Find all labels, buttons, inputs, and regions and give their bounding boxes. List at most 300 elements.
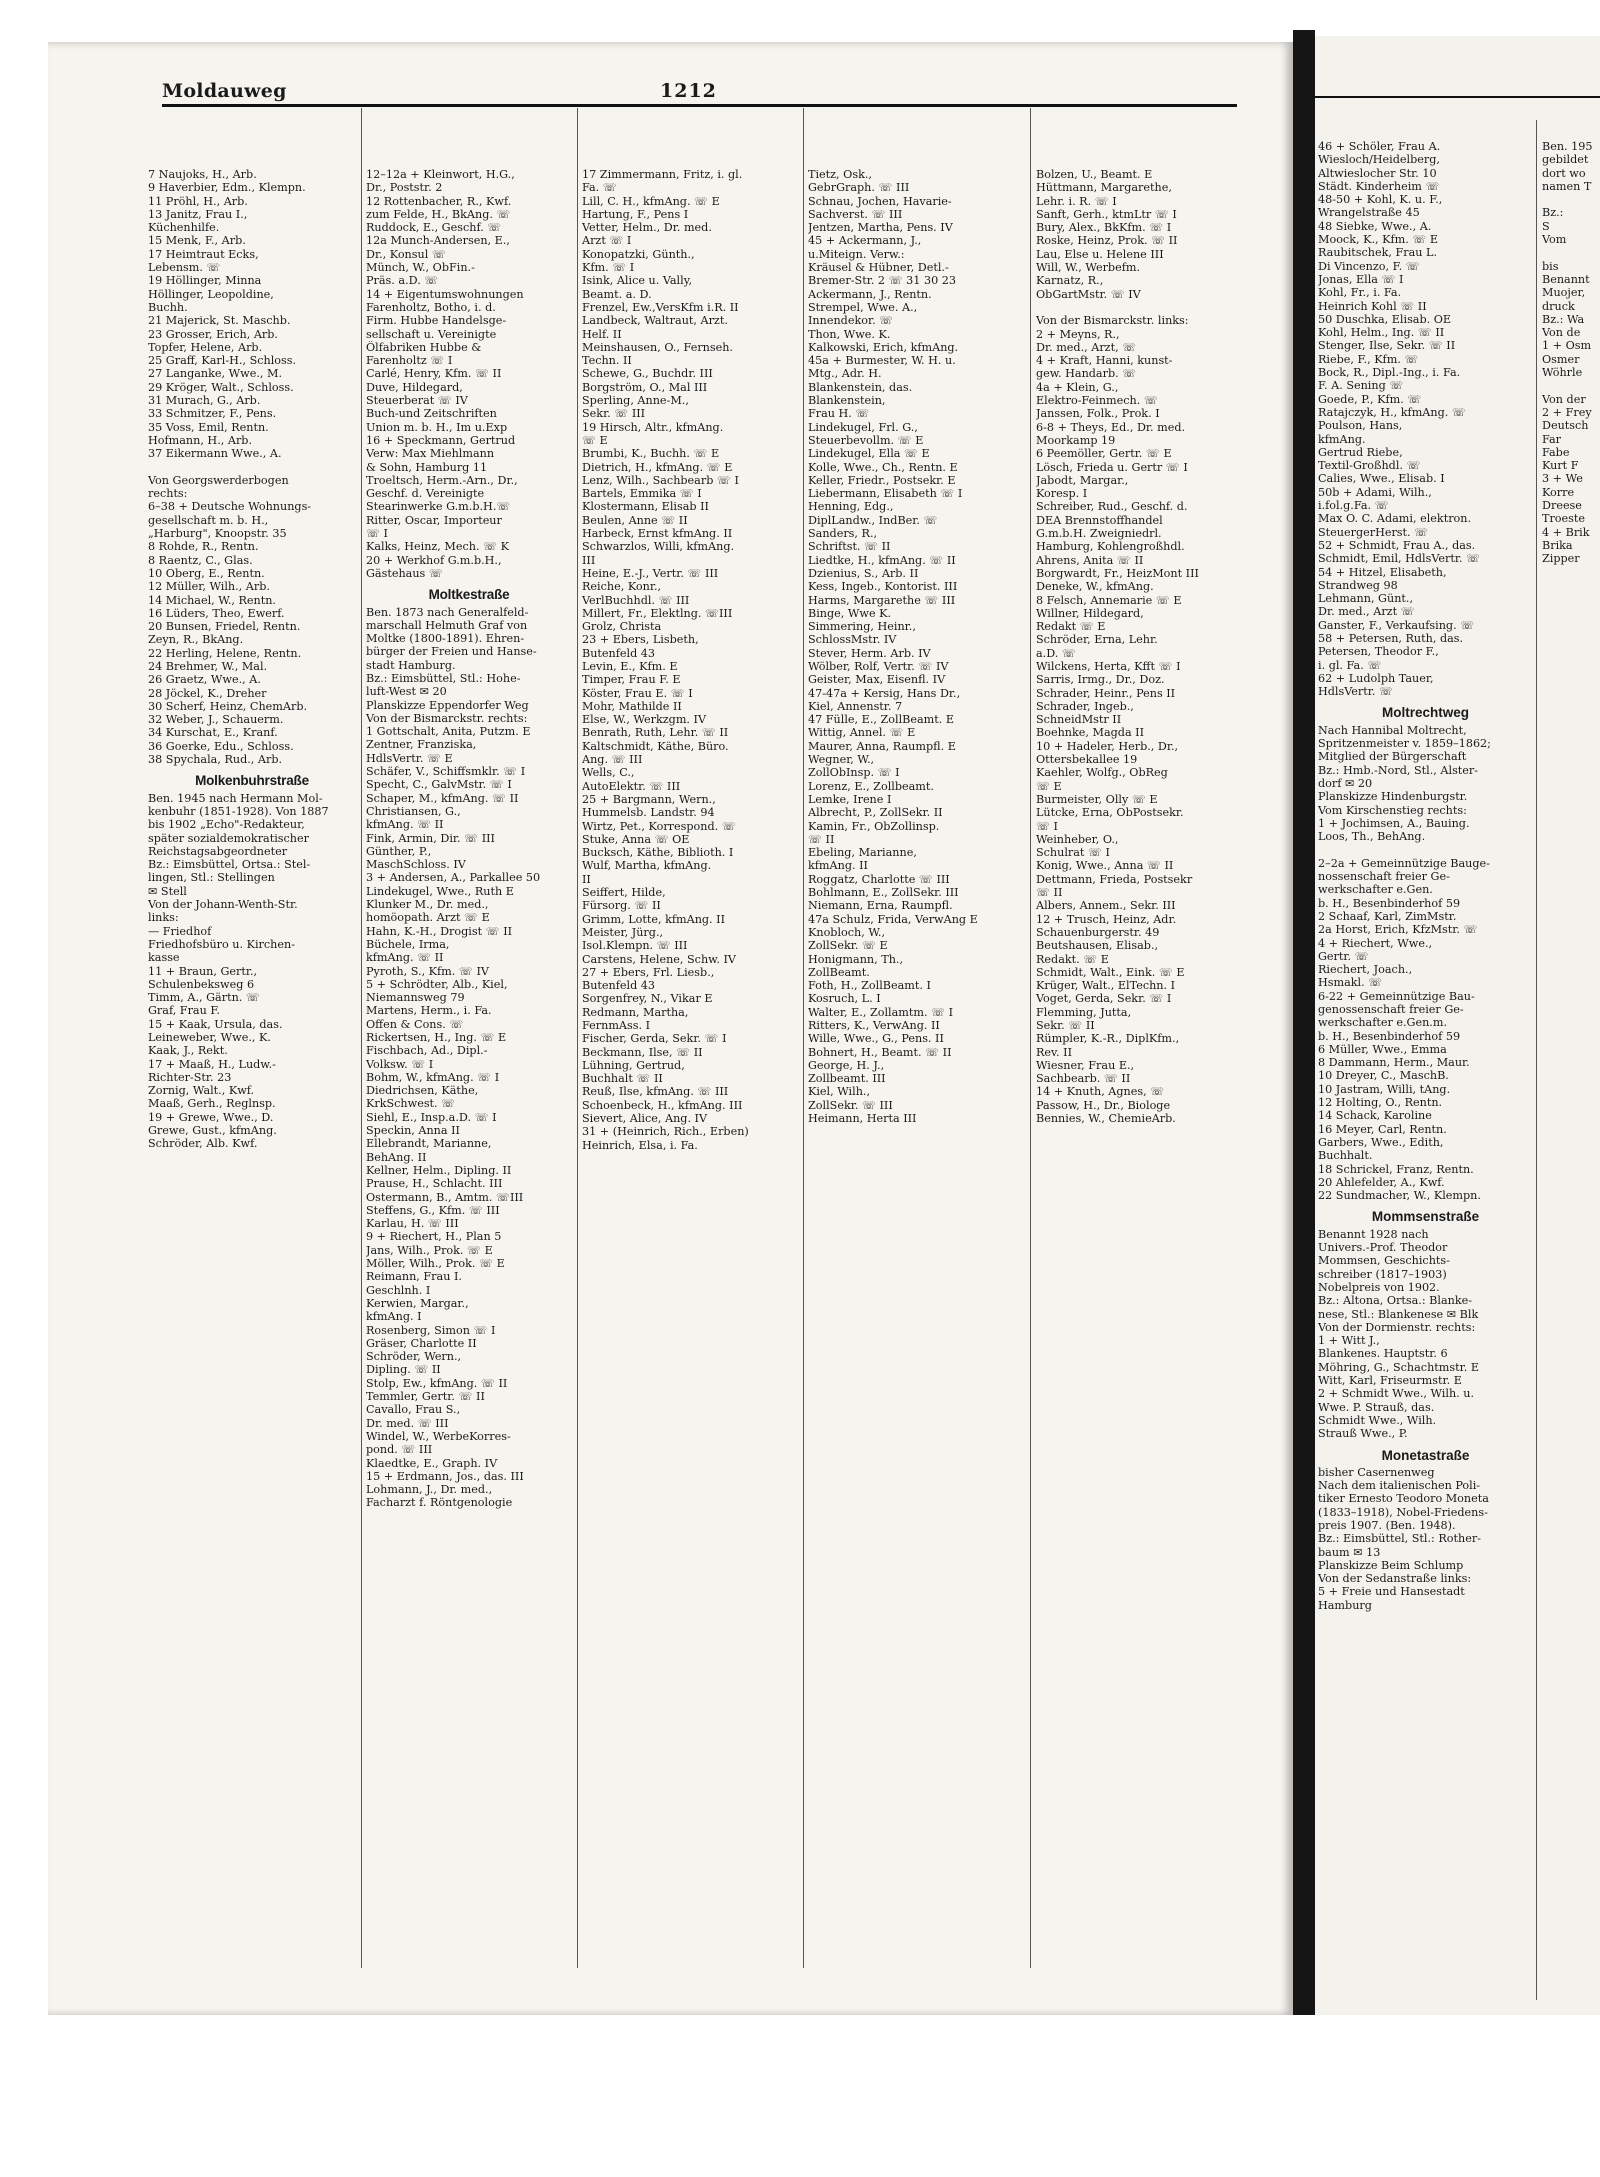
edge-fragment: Muojer, bbox=[1542, 286, 1586, 300]
directory-entry: Städt. Kinderheim ☏ bbox=[1318, 179, 1440, 193]
directory-entry: Duve, Hildegard, bbox=[366, 380, 463, 394]
directory-entry: 32 Weber, J., Schauerm. bbox=[148, 713, 284, 727]
directory-entry: 47 Fülle, E., ZollBeamt. E bbox=[808, 713, 955, 727]
section-note-line: Reichstagsabgeordneter bbox=[148, 844, 288, 858]
section-note-line: Geschlnh. I bbox=[366, 1283, 431, 1297]
section-note-line: Timm, A., Gärtn. ☏ bbox=[148, 991, 260, 1005]
section-note-line: 1 Gottschalt, Anita, Putzm. E bbox=[366, 725, 531, 739]
directory-entry: Passow, H., Dr., Biologe bbox=[1036, 1098, 1171, 1112]
directory-entry: ObGartMstr. ☏ IV bbox=[1036, 287, 1141, 301]
section-note-line: Dr. med. ☏ III bbox=[366, 1416, 449, 1430]
section-note-line: Kellner, Helm., Dipling. II bbox=[366, 1163, 512, 1177]
directory-entry: Janssen, Folk., Prok. I bbox=[1036, 407, 1160, 421]
directory-entry: Techn. II bbox=[582, 354, 632, 368]
directory-entry: Bucksch, Käthe, Biblioth. I bbox=[582, 846, 734, 860]
directory-entry: 25 + Bargmann, Wern., bbox=[582, 792, 716, 806]
directory-entry: Firm. Hubbe Handelsge- bbox=[366, 314, 507, 328]
section-note-line: 9 + Riechert, H., Plan 5 bbox=[366, 1230, 502, 1244]
directory-entry: Helf. II bbox=[582, 327, 622, 341]
directory-entry: ☏ II bbox=[808, 832, 835, 846]
section-note-line: später sozialdemokratischer bbox=[148, 831, 309, 845]
directory-entry: 50 Duschka, Elisab. OE bbox=[1318, 312, 1452, 326]
directory-entry: Schauenburgerstr. 49 bbox=[1036, 925, 1160, 939]
directory-entry: Arzt ☏ I bbox=[582, 234, 632, 248]
directory-entry: Petersen, Theodor F., bbox=[1318, 645, 1439, 659]
directory-entry: 36 Goerke, Edu., Schloss. bbox=[148, 739, 294, 753]
section-note-line: 6-22 + Gemeinnützige Bau- bbox=[1318, 989, 1475, 1003]
directory-entry: Bennies, W., ChemieArb. bbox=[1036, 1112, 1176, 1126]
directory-entry: 14 + Eigentumswohnungen bbox=[366, 287, 524, 301]
directory-entry: Liedtke, H., kfmAng. ☏ II bbox=[808, 553, 956, 567]
directory-entry: a.D. ☏ bbox=[1036, 646, 1076, 660]
section-note-line: Riechert, Joach., bbox=[1318, 963, 1413, 977]
directory-entry: Benrath, Ruth, Lehr. ☏ II bbox=[582, 726, 729, 740]
directory-entry: Wilckens, Herta, Kfft ☏ I bbox=[1036, 659, 1181, 673]
directory-entry: 11 Pröhl, H., Arb. bbox=[148, 194, 248, 208]
directory-entry: Lebensm. ☏ bbox=[148, 261, 221, 275]
directory-entry: Ebeling, Marianne, bbox=[808, 846, 917, 860]
section-note-line: nese, Stl.: Blankenese ✉ Blk bbox=[1318, 1307, 1479, 1321]
directory-entry: 16 Lüders, Theo, Ewerf. bbox=[148, 606, 285, 620]
directory-entry: Lehr. i. R. ☏ I bbox=[1036, 194, 1117, 208]
section-note-line: genossenschaft freier Ge- bbox=[1318, 1003, 1464, 1016]
section-note-line: 12 Holting, O., Rentn. bbox=[1318, 1096, 1443, 1110]
section-note-line: Speckin, Anna II bbox=[366, 1124, 460, 1138]
directory-entry: Beamt. a. D. bbox=[582, 287, 652, 301]
directory-entry: Münch, W., ObFin.- bbox=[366, 261, 475, 275]
section-note-line: Garbers, Wwe., Edith, bbox=[1318, 1135, 1444, 1149]
section-note-line: Moltke (1800-1891). Ehren- bbox=[366, 632, 525, 646]
directory-entry: 33 Schmitzer, F., Pens. bbox=[148, 407, 277, 421]
directory-entry: Kamin, Fr., ObZollinsp. bbox=[808, 819, 940, 833]
directory-entry: Max O. C. Adami, elektron. bbox=[1318, 512, 1472, 526]
directory-entry: Carlé, Henry, Kfm. ☏ II bbox=[366, 367, 502, 381]
directory-entry: Innendekor. ☏ bbox=[808, 314, 894, 328]
section-note-line: kfmAng. ☏ II bbox=[366, 818, 444, 832]
edge-fragment: druck bbox=[1542, 299, 1575, 313]
section-note-line: Pyroth, S., Kfm. ☏ IV bbox=[366, 964, 489, 978]
directory-entry: DEA Brennstoffhandel bbox=[1036, 513, 1163, 527]
directory-entry: Wulf, Martha, kfmAng. bbox=[582, 859, 712, 873]
edge-fragment: Ben. 195 bbox=[1542, 140, 1593, 153]
edge-fragment: S bbox=[1542, 219, 1550, 233]
section-note-line: werkschafter e.Gen. bbox=[1318, 883, 1433, 897]
directory-entry: Henning, Edg., bbox=[808, 500, 894, 514]
section-note-line: Prause, H., Schlacht. III bbox=[366, 1177, 503, 1191]
section-note-line: Günther, P., bbox=[366, 844, 432, 858]
directory-entry: Schreiber, Rud., Geschf. d. bbox=[1036, 500, 1188, 514]
directory-entry: Kaltschmidt, Käthe, Büro. bbox=[582, 739, 729, 753]
section-note-line: b. H., Besenbinderhof 59 bbox=[1318, 1029, 1461, 1043]
directory-entry: ZollBeamt. bbox=[808, 965, 870, 979]
directory-entry: Von der Bismarckstr. links: bbox=[1036, 314, 1189, 328]
directory-entry: Levin, E., Kfm. E bbox=[582, 659, 678, 673]
section-note-line: 8 Dammann, Herm., Maur. bbox=[1318, 1056, 1470, 1070]
directory-entry: Sperling, Anne-M., bbox=[582, 394, 689, 408]
running-header-street: Moldauweg bbox=[162, 80, 287, 102]
section-note-line: Temmler, Gertr. ☏ II bbox=[366, 1390, 485, 1404]
directory-entry: Meister, Jürg., bbox=[582, 925, 664, 939]
section-note-line: Zentner, Franziska, bbox=[366, 738, 477, 752]
section-note-line: 1 + Jochimsen, A., Bauing. bbox=[1318, 816, 1470, 830]
column-2 bbox=[366, 168, 572, 1510]
directory-entry: Kosruch, L. I bbox=[808, 992, 881, 1006]
directory-entry: Blankenstein, bbox=[808, 394, 886, 408]
directory-entry: Burmeister, Olly ☏ E bbox=[1036, 792, 1158, 806]
column-4 bbox=[808, 168, 1024, 1125]
edge-fragment: Brika bbox=[1542, 538, 1573, 552]
directory-entry: & Sohn, Hamburg 11 bbox=[366, 460, 488, 474]
directory-entry: Ganster, F., Verkaufsing. ☏ bbox=[1318, 618, 1475, 632]
section-note-line: preis 1907. (Ben. 1948). bbox=[1318, 1518, 1456, 1532]
directory-entry: Troeltsch, Herm.-Arn., Dr., bbox=[366, 473, 518, 487]
section-note-line: 14 Schack, Karoline bbox=[1318, 1109, 1432, 1123]
directory-entry: Raubitschek, Frau L. bbox=[1318, 246, 1438, 260]
section-note-line: Niemannsweg 79 bbox=[366, 991, 465, 1005]
directory-entry: 26 Graetz, Wwe., A. bbox=[148, 673, 261, 687]
section-note-line: 6 Müller, Wwe., Emma bbox=[1318, 1042, 1447, 1056]
directory-entry: Thon, Wwe. K. bbox=[808, 327, 891, 341]
section-note-line: Schulenbeksweg 6 bbox=[148, 977, 255, 991]
section-note-line: kenbuhr (1851-1928). Von 1887 bbox=[148, 804, 329, 818]
directory-entry: Moock, K., Kfm. ☏ E bbox=[1318, 233, 1439, 247]
directory-entry: 16 + Speckmann, Gertrud bbox=[366, 433, 516, 447]
section-note-line: 2a Horst, Erich, KfzMstr. ☏ bbox=[1318, 923, 1478, 937]
directory-entry: Harbeck, Ernst kfmAng. II bbox=[582, 527, 733, 541]
directory-entry: Vetter, Helm., Dr. med. bbox=[582, 221, 712, 235]
section-note-line: Schmidt Wwe., Wilh. bbox=[1318, 1413, 1437, 1427]
directory-entry: Lau, Else u. Helene III bbox=[1036, 247, 1164, 261]
directory-entry: 6-8 + Theys, Ed., Dr. med. bbox=[1036, 420, 1186, 434]
edge-fragment: Bz.: Wa bbox=[1542, 312, 1585, 326]
directory-entry: Rev. II bbox=[1036, 1045, 1072, 1059]
edge-fragment: 2 + Frey bbox=[1542, 405, 1592, 419]
directory-entry: 45 + Ackermann, J., bbox=[808, 234, 922, 248]
directory-entry: Kiel, Wilh., bbox=[808, 1085, 871, 1099]
directory-entry: Foth, H., ZollBeamt. I bbox=[808, 979, 931, 993]
book-gutter bbox=[1293, 30, 1315, 2020]
directory-entry: Von Georgswerderbogen bbox=[148, 473, 289, 487]
directory-entry: Schrader, Ingeb., bbox=[1036, 699, 1134, 713]
directory-entry: Kiel, Annenstr. 7 bbox=[808, 699, 903, 713]
directory-entry bbox=[148, 461, 356, 474]
directory-entry: 29 Kröger, Walt., Schloss. bbox=[148, 380, 294, 394]
section-note-line: Univers.-Prof. Theodor bbox=[1318, 1241, 1448, 1255]
section-note-line: Kaak, J., Rekt. bbox=[148, 1044, 228, 1058]
section-note-line: Dipling. ☏ II bbox=[366, 1363, 441, 1377]
section-note-line: Möller, Wilh., Prok. ☏ E bbox=[366, 1257, 505, 1271]
directory-entry: Ritter, Oscar, Importeur bbox=[366, 513, 502, 527]
directory-entry: Niemann, Erna, Raumpfl. bbox=[808, 899, 953, 913]
directory-entry: Blankenstein, das. bbox=[808, 380, 913, 394]
directory-entry: 17 Heimtraut Ecks, bbox=[148, 247, 259, 261]
directory-entry: 12a Munch-Andersen, E., bbox=[366, 234, 510, 248]
section-note-line: werkschafter e.Gen.m. bbox=[1318, 1016, 1448, 1030]
directory-entry: Isink, Alice u. Vally, bbox=[582, 274, 693, 288]
section-note-line: 19 + Grewe, Wwe., D. bbox=[148, 1110, 274, 1124]
directory-entry: Redakt. ☏ E bbox=[1036, 952, 1109, 966]
directory-entry: Boehnke, Magda II bbox=[1036, 726, 1145, 740]
directory-entry: Farenholtz, Botho, i. d. bbox=[366, 300, 496, 314]
directory-entry: Albrecht, P., ZollSekr. II bbox=[808, 806, 943, 820]
directory-entry: 21 Majerick, St. Maschb. bbox=[148, 314, 291, 328]
section-note-line: 16 Meyer, Carl, Rentn. bbox=[1318, 1122, 1447, 1136]
directory-entry: Hofmann, H., Arb. bbox=[148, 433, 253, 447]
facing-page-edge-column bbox=[1542, 140, 1600, 566]
directory-entry: Landbeck, Waltraut, Arzt. bbox=[582, 314, 728, 328]
section-note-line: Von der Dormienstr. rechts: bbox=[1318, 1320, 1476, 1334]
directory-entry: Dr. med., Arzt, ☏ bbox=[1036, 340, 1137, 354]
directory-entry: Sekr. ☏ III bbox=[582, 407, 646, 421]
directory-entry: Schnau, Jochen, Havarie- bbox=[808, 194, 952, 208]
edge-fragment: Von de bbox=[1542, 326, 1581, 340]
directory-entry: 27 Langanke, Wwe., M. bbox=[148, 367, 283, 381]
directory-entry: 13 Janitz, Frau I., bbox=[148, 207, 248, 221]
directory-entry: Maurer, Anna, Raumpfl. E bbox=[808, 739, 956, 753]
directory-entry: Grolz, Christa bbox=[582, 620, 662, 634]
section-note-line: baum ✉ 13 bbox=[1318, 1545, 1381, 1559]
directory-entry: Hamburg, Kohlengroßhdl. bbox=[1036, 540, 1185, 554]
section-note-line: Bz.: Altona, Ortsa.: Blanke- bbox=[1318, 1294, 1473, 1308]
directory-entry: II bbox=[582, 872, 591, 886]
directory-entry: Ritters, K., VerwAng. II bbox=[808, 1019, 940, 1032]
directory-entry: 48-50 + Kohl, K. u. F., bbox=[1318, 193, 1443, 207]
directory-entry: Steuerberat ☏ IV bbox=[366, 394, 468, 408]
section-note-line: Lindekugel, Wwe., Ruth E bbox=[366, 884, 514, 898]
directory-entry: Kaehler, Wolfg., ObReg bbox=[1036, 766, 1168, 780]
directory-entry: Farenholtz ☏ I bbox=[366, 354, 453, 368]
directory-entry: Schrader, Heinr., Pens II bbox=[1036, 686, 1176, 700]
directory-entry: Bolzen, U., Beamt. E bbox=[1036, 168, 1153, 181]
section-note-line: Ben. 1945 nach Hermann Mol- bbox=[148, 791, 323, 805]
directory-entry: Kohl, Fr., i. Fa. bbox=[1318, 286, 1402, 300]
directory-entry: gesellschaft m. b. H., bbox=[148, 513, 269, 527]
directory-entry: Konig, Wwe., Anna ☏ II bbox=[1036, 859, 1174, 873]
section-note-line: — Friedhof bbox=[148, 924, 212, 938]
directory-entry: Textil-Großhdl. ☏ bbox=[1318, 459, 1421, 473]
edge-fragment: Kurt F bbox=[1542, 459, 1579, 473]
section-note-line: Klaedtke, E., Graph. IV bbox=[366, 1456, 498, 1470]
directory-entry: Frau H. ☏ bbox=[808, 407, 870, 421]
directory-entry: Union m. b. H., Im u.Exp bbox=[366, 420, 508, 434]
section-note-line: Bz.: Eimsbüttel, Stl.: Rother- bbox=[1318, 1532, 1481, 1546]
section-note-line: Schaper, M., kfmAng. ☏ II bbox=[366, 791, 519, 805]
directory-entry: Rümpler, K.-R., DiplKfm., bbox=[1036, 1032, 1180, 1046]
directory-entry: gew. Handarb. ☏ bbox=[1036, 367, 1137, 381]
directory-entry: Honigmann, Th., bbox=[808, 952, 904, 966]
section-note-line: Blankenes. Hauptstr. 6 bbox=[1318, 1347, 1448, 1361]
directory-entry: u.Miteign. Verw.: bbox=[808, 247, 905, 261]
directory-entry: 4a + Klein, G., bbox=[1036, 380, 1119, 394]
directory-entry: Millert, Fr., Elektlng. ☏III bbox=[582, 606, 733, 620]
section-note-line: Ostermann, B., Amtm. ☏III bbox=[366, 1190, 524, 1204]
directory-entry: Heinrich Kohl ☏ II bbox=[1318, 299, 1427, 313]
directory-entry: Dettmann, Frieda, Postsekr bbox=[1036, 872, 1193, 886]
directory-entry: Bock, R., Dipl.-Ing., i. Fa. bbox=[1318, 366, 1461, 380]
section-note-line: marschall Helmuth Graf von bbox=[366, 618, 528, 632]
section-note-line: Mommsen, Geschichts- bbox=[1318, 1254, 1450, 1268]
directory-entry: kfmAng. II bbox=[808, 859, 868, 873]
directory-entry: Kolle, Wwe., Ch., Rentn. E bbox=[808, 460, 958, 474]
directory-entry: Kohl, Helm., Ing. ☏ II bbox=[1318, 326, 1445, 340]
directory-entry: Kalks, Heinz, Mech. ☏ K bbox=[366, 540, 509, 554]
directory-entry: Wells, C., bbox=[582, 766, 635, 780]
directory-entry: 35 Voss, Emil, Rentn. bbox=[148, 420, 269, 434]
directory-entry: Sanft, Gerh., ktmLtr ☏ I bbox=[1036, 207, 1177, 221]
section-note-line: nossenschaft freier Ge- bbox=[1318, 870, 1450, 884]
directory-entry: 46 + Schöler, Frau A. bbox=[1318, 140, 1441, 153]
directory-entry: Buchhalt ☏ II bbox=[582, 1072, 663, 1086]
section-note-line: Leineweber, Wwe., K. bbox=[148, 1031, 271, 1044]
directory-entry: Sarris, Irmg., Dr., Doz. bbox=[1036, 673, 1165, 687]
directory-entry: Geschf. d. Vereinigte bbox=[366, 487, 485, 501]
directory-entry: 23 + Ebers, Lisbeth, bbox=[582, 633, 699, 647]
directory-entry: Lill, C. H., kfmAng. ☏ E bbox=[582, 194, 720, 208]
directory-entry: 28 Jöckel, K., Dreher bbox=[148, 686, 267, 700]
directory-entry: Moorkamp 19 bbox=[1036, 433, 1116, 447]
directory-entry: Wegner, W., bbox=[808, 753, 875, 767]
directory-entry: 20 + Werkhof G.m.b.H., bbox=[366, 553, 502, 567]
directory-entry: 58 + Petersen, Ruth, das. bbox=[1318, 631, 1464, 645]
directory-entry: 6 Peemöller, Gertr. ☏ E bbox=[1036, 447, 1172, 461]
directory-entry: Borgström, O., Mal III bbox=[582, 380, 708, 394]
directory-entry: Fürsorg. ☏ II bbox=[582, 899, 661, 913]
directory-entry: 48 Siebke, Wwe., A. bbox=[1318, 219, 1432, 233]
edge-fragment: Von der bbox=[1542, 392, 1586, 406]
directory-entry: Kess, Ingeb., Kontorist. III bbox=[808, 580, 958, 594]
section-note-line: kfmAng. I bbox=[366, 1310, 422, 1324]
directory-entry: ZollObInsp. ☏ I bbox=[808, 766, 900, 780]
scan-border-bottom bbox=[0, 2015, 1600, 2177]
section-note-line: 15 + Erdmann, Jos., das. III bbox=[366, 1469, 524, 1483]
directory-entry: Calies, Wwe., Elisab. I bbox=[1318, 472, 1445, 486]
section-note-line: Richter-Str. 23 bbox=[148, 1070, 232, 1084]
section-note-line: Nobelpreis von 1902. bbox=[1318, 1280, 1440, 1294]
directory-entry: Liebermann, Elisabeth ☏ I bbox=[808, 487, 963, 501]
directory-entry: Will, W., Werbefm. bbox=[1036, 261, 1140, 275]
directory-entry: 24 Brehmer, W., Mal. bbox=[148, 659, 268, 673]
section-note-line: Friedhofsbüro u. Kirchen- bbox=[148, 937, 295, 951]
directory-entry: Jabodt, Margar., bbox=[1036, 473, 1129, 487]
directory-entry: Wiesner, Frau E., bbox=[1036, 1058, 1135, 1072]
directory-entry: Brumbi, K., Buchh. ☏ E bbox=[582, 447, 720, 461]
section-note-line: Grewe, Gust., kfmAng. bbox=[148, 1124, 277, 1138]
edge-fragment: gebildet bbox=[1542, 153, 1589, 167]
directory-entry: Dr., Konsul ☏ bbox=[366, 247, 446, 261]
section-note-line: kfmAng. ☏ II bbox=[366, 951, 444, 965]
directory-entry: VerlBuchhdl. ☏ III bbox=[582, 593, 690, 607]
directory-entry: Stearinwerke G.m.b.H.☏ bbox=[366, 500, 511, 514]
directory-entry: 10 + Hadeler, Herb., Dr., bbox=[1036, 739, 1179, 753]
section-note-line: 1 + Witt J., bbox=[1318, 1334, 1380, 1348]
street-section-heading: Monetastraße bbox=[1381, 1447, 1470, 1463]
section-note-line: Loos, Th., BehAng. bbox=[1318, 830, 1426, 844]
section-note-line: Hahn, K.-H., Drogist ☏ II bbox=[366, 924, 513, 938]
directory-entry: ☏ I bbox=[366, 527, 388, 541]
directory-entry: Strandweg 98 bbox=[1318, 578, 1398, 592]
section-note-line: schreiber (1817–1903) bbox=[1318, 1267, 1447, 1281]
directory-entry: Voget, Gerda, Sekr. ☏ I bbox=[1036, 992, 1172, 1006]
directory-entry: Dzienius, S., Arb. II bbox=[808, 566, 919, 580]
section-note-line: 2 Schaaf, Karl, ZimMstr. bbox=[1318, 909, 1457, 923]
directory-entry: i.fol.g.Fa. ☏ bbox=[1318, 499, 1389, 513]
directory-entry: Reiche, Konr., bbox=[582, 580, 662, 594]
directory-entry: 52 + Schmidt, Frau A., das. bbox=[1318, 538, 1476, 552]
section-note-line: 4 + Riechert, Wwe., bbox=[1318, 936, 1433, 950]
directory-entry: Di Vincenzo, F. ☏ bbox=[1318, 259, 1420, 273]
edge-fragment: Fabe bbox=[1542, 445, 1570, 459]
directory-entry: Wirtz, Pet., Korrespond. ☏ bbox=[582, 819, 736, 833]
section-note-line: 10 Dreyer, C., MaschB. bbox=[1318, 1069, 1449, 1083]
directory-entry: Else, W., Werkzgm. IV bbox=[582, 713, 707, 727]
directory-entry: Timper, Frau F. E bbox=[582, 673, 681, 687]
section-note-line: Christiansen, G., bbox=[366, 804, 461, 818]
directory-entry: 31 Murach, G., Arb. bbox=[148, 394, 261, 408]
directory-entry: GebrGraph. ☏ III bbox=[808, 181, 910, 195]
directory-entry: zum Felde, H., BkAng. ☏ bbox=[366, 207, 511, 221]
street-section-heading: Moltkestraße bbox=[428, 587, 510, 603]
section-note-line: Maaß, Gerh., Reglnsp. bbox=[148, 1097, 276, 1111]
directory-entry: Roggatz, Charlotte ☏ III bbox=[808, 872, 950, 886]
directory-entry: 23 Grosser, Erich, Arb. bbox=[148, 327, 278, 341]
section-note-line: Fink, Armin, Dir. ☏ III bbox=[366, 831, 495, 845]
directory-entry: 22 Herling, Helene, Rentn. bbox=[148, 646, 302, 660]
directory-entry: Wiesloch/Heidelberg, bbox=[1318, 153, 1440, 167]
directory-entry: Lenz, Wilh., Sachbearb ☏ I bbox=[582, 473, 739, 487]
directory-entry: 38 Spychala, Rud., Arb. bbox=[148, 753, 283, 767]
header-rule bbox=[162, 104, 1237, 107]
section-note-line: Mitglied der Bürgerschaft bbox=[1318, 750, 1467, 764]
directory-entry: Frenzel, Ew.,VersKfm i.R. II bbox=[582, 300, 739, 314]
directory-entry: Lösch, Frieda u. Gertr ☏ I bbox=[1036, 460, 1188, 474]
directory-entry: Gästehaus ☏ bbox=[366, 566, 443, 580]
directory-entry: Redakt ☏ E bbox=[1036, 620, 1106, 634]
directory-entry: ☏ E bbox=[582, 433, 608, 447]
directory-entry: 50b + Adami, Wilh., bbox=[1318, 485, 1432, 499]
directory-entry: Zeyn, R., BkAng. bbox=[148, 633, 244, 647]
directory-entry: 27 + Ebers, Frl. Liesb., bbox=[582, 965, 715, 979]
section-note-line: Karlau, H. ☏ III bbox=[366, 1217, 459, 1231]
directory-entry: Schoenbeck, H., kfmAng. III bbox=[582, 1098, 743, 1112]
section-note-line: Volksw. ☏ I bbox=[366, 1057, 434, 1071]
section-note-line: BehAng. II bbox=[366, 1150, 427, 1164]
edge-fragment: 3 + We bbox=[1542, 472, 1583, 486]
directory-entry: Butenfeld 43 bbox=[582, 646, 656, 660]
directory-entry: Lorenz, E., Zollbeamt. bbox=[808, 779, 934, 793]
column-divider bbox=[577, 108, 578, 1968]
directory-entry: 9 Haverbier, Edm., Klempn. bbox=[148, 181, 306, 195]
section-note-line: stadt Hamburg. bbox=[366, 658, 456, 672]
edge-fragment: Troeste bbox=[1542, 512, 1586, 526]
directory-entry: AutoElektr. ☏ III bbox=[582, 779, 681, 793]
directory-entry: Dr., Poststr. 2 bbox=[366, 181, 443, 195]
directory-entry: 31 + (Heinrich, Rich., Erben) bbox=[582, 1125, 749, 1139]
section-note-line: Von der Sedanstraße links: bbox=[1318, 1572, 1472, 1586]
section-note-line: kasse bbox=[148, 951, 180, 965]
directory-entry: SchneidMstr II bbox=[1036, 713, 1122, 727]
directory-entry: 4 + Kraft, Hanni, kunst- bbox=[1036, 354, 1173, 368]
directory-entry: Roske, Heinz, Prok. ☏ II bbox=[1036, 234, 1178, 248]
directory-entry: Sachverst. ☏ III bbox=[808, 207, 903, 221]
directory-entry: Bremer-Str. 2 ☏ 31 30 23 bbox=[808, 274, 956, 288]
directory-entry: Lemke, Irene I bbox=[808, 792, 892, 806]
directory-entry: Bartels, Emmika ☏ I bbox=[582, 487, 702, 501]
directory-entry: Wölber, Rolf, Vertr. ☏ IV bbox=[808, 659, 949, 673]
directory-entry: Mohr, Mathilde II bbox=[582, 699, 682, 713]
section-note-line: Zornig, Walt., Kwf. bbox=[148, 1084, 255, 1098]
directory-entry: Keller, Friedr., Postsekr. E bbox=[808, 473, 956, 487]
directory-entry: 34 Kurschat, E., Kranf. bbox=[148, 726, 278, 740]
